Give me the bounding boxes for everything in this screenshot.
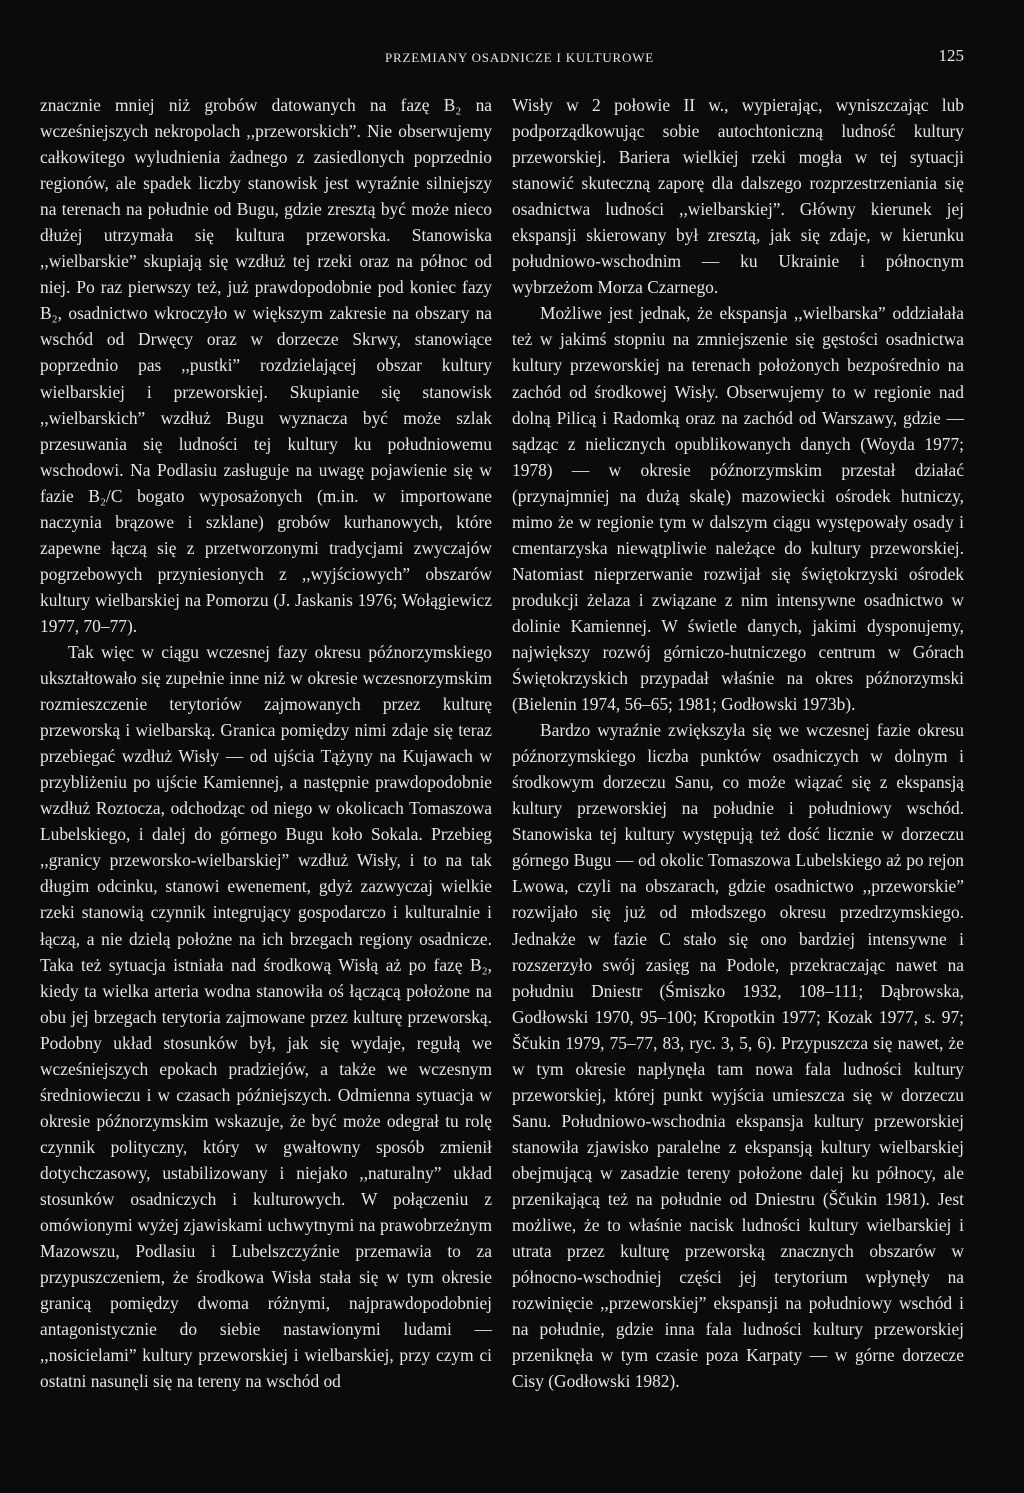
paragraph: znacznie mniej niż grobów datowanych na fazę B₂ na wcześniejszych nekropolach ,,przeworskich”. Nie obserwujemy całkowitego wyludnienia żadnego z zasiedlonych poprzednio regionów, ale spadek liczby stanowisk jest wyraźnie silniejszy na terenach na południe od Bugu, gdzie zresztą być może nieco dłużej utrzymała się kultura przeworska. Stanowiska ,,wielbarskie” skupiają się wzdłuż tej rzeki oraz na północ od niej. Po raz pierwszy też, już prawdopodobnie pod koniec fazy B₂, osadnictwo wkroczyło w większym zakresie na obszary na wschód od Drwęcy oraz w dorzecze Skrwy, stanowiące poprzednio pas ,,pustki” rozdzielającej obszar kultury wielbarskiej i przeworskiej. Skupianie się stanowisk ,,wielbarskich” wzdłuż Bugu wyznacza być może szlak przesuwania się ludności tej kultury ku południowemu wschodowi. Na Podlasiu zasługuje na uwagę pojawienie się w fazie B₂/C bogato wyposażonych (m.in. w importowane naczynia brązowe i szklane) grobów kurhanowych, które zapewne łączą się z przetworzonymi tradycjami zwyczajów pogrzebowych przyniesionych z ,,wyjściowych” obszarów kultury wielbarskiej na Pomorzu (J. Jaskanis 1976; Wołągiewicz 1977, 70–77).: [40, 95, 492, 636]
running-head: PRZEMIANY OSADNICZE I KULTUROWE: [385, 50, 655, 65]
paragraph: Wisły w 2 połowie II w., wypierając, wyniszczając lub podporządkowując sobie autochtoniczną ludność kultury przeworskiej. Bariera wielkiej rzeki mogła w tej sytuacji stanowić skuteczną zaporę dla dalszego rozprzestrzeniania się osadnictwa ludności ,,wielbarskiej”. Główny kierunek jej ekspansji skierowany był zresztą, jak się zdaje, w kierunku południowo-wschodnim — ku Ukrainie i północnym wybrzeżom Morza Czarnego.: [512, 95, 964, 298]
page-number: 125: [938, 46, 964, 65]
right-column: [512, 92, 964, 1394]
paragraph: Możliwe jest jednak, że ekspansja ,,wielbarska” oddziałała też w jakimś stopniu na zmniejszenie się gęstości osadnictwa kultury przeworskiej na terenach położonych bezpośrednio na zachód od środkowej Wisły. Obserwujemy to w regionie nad dolną Pilicą i Radomką oraz na zachód od Warszawy, gdzie — sądząc z nielicznych opublikowanych danych (Woyda 1977; 1978) — w okresie późnorzymskim przestał działać (przynajmniej na dużą skalę) mazowiecki ośrodek hutniczy, mimo że w regionie tym w dalszym ciągu występowały osady i cmentarzyska niewątpliwie należące do kultury przeworskiej. Natomiast nieprzerwanie rozwijał się świętokrzyski ośrodek produkcji żelaza i związane z nim intensywne osadnictwo w dolinie Kamiennej. W świetle danych, jakimi dysponujemy, największy rozwój górniczo-hutniczego centrum w Górach Świętokrzyskich przypadał właśnie na okres późnorzymski (Bielenin 1974, 56–65; 1981; Godłowski 1973b).: [512, 303, 964, 715]
paragraph: Tak więc w ciągu wczesnej fazy okresu późnorzymskiego ukształtowało się zupełnie inne niż w okresie wczesnorzymskim rozmieszczenie terytoriów zajmowanych przez kulturę przeworską i wielbarską. Granica pomiędzy nimi zdaje się teraz przebiegać wzdłuż Wisły — od ujścia Tążyny na Kujawach w przybliżeniu po ujście Kamiennej, a następnie prawdopodobnie wzdłuż Roztocza, odchodząc od niego w okolicach Tomaszowa Lubelskiego, i dalej do górnego Bugu koło Sokala. Przebieg ,,granicy przeworsko-wielbarskiej” wzdłuż Wisły, i to na tak długim odcinku, stanowi ewenement, gdyż zazwyczaj wielkie rzeki stanowią czynnik integrujący gospodarczo i kulturalnie i łączą, a nie dzielą położne na ich brzegach regiony osadnicze. Taka też sytuacja istniała nad środkową Wisłą aż po fazę B₂, kiedy ta wielka arteria wodna stanowiła oś łączącą położone na obu jej brzegach terytoria zajmowane przez kulturę przeworską. Podobny układ stosunków był, jak się wydaje, regułą we wcześniejszych epokach pradziejów, a także we wczesnym średniowieczu i w czasach późniejszych. Odmienna sytuacja w okresie późnorzymskim wskazuje, że być może odegrał tu rolę czynnik polityczny, który w gwałtowny sposób zmienił dotychczasowy, ustabilizowany i niejako ,,naturalny” układ stosunków osadniczych i kulturowych. W połączeniu z omówionymi wyżej zjawiskami uchwytnymi na prawobrzeżnym Mazowszu, Podlasiu i Lubelszczyźnie przemawia to za przypuszczeniem, że środkowa Wisła stała się w tym okresie granicą pomiędzy dwoma różnymi, najprawdopodobniej antagonistycznie do siebie nastawionymi ludami — ,,nosicielami” kultury przeworskiej i wielbarskiej, przy czym ci ostatni nasunęli się na tereny na wschód od: [40, 641, 492, 1392]
left-column: [40, 92, 492, 1394]
paragraph: Bardzo wyraźnie zwiększyła się we wczesnej fazie okresu późnorzymskiego liczba punktów osadniczych w dolnym i środkowym dorzeczu Sanu, co może wiązać się z ekspansją kultury przeworskiej na południe i południowy wschód. Stanowiska tej kultury występują też dość licznie w dorzeczu górnego Bugu — od okolic Tomaszowa Lubelskiego aż po rejon Lwowa, czyli na obszarach, gdzie osadnictwo ,,przeworskie” rozwijało się już od młodszego okresu przedrzymskiego. Jednakże w fazie C stało się ono bardziej intensywne i rozszerzyło swój zasięg na Podole, przekraczając nawet na południu Dniestr (Śmiszko 1932, 108–111; Dąbrowska, Godłowski 1970, 95–100; Kropotkin 1977; Kozak 1977, s. 97; Ščukin 1979, 75–77, 83, ryc. 3, 5, 6). Przypuszcza się nawet, że w tym okresie napłynęła tam nowa fala ludności kultury przeworskiej, której punkt wyjścia umieszcza się w dorzeczu Sanu. Południowo-wschodnia ekspansja kultury przeworskiej stanowiła zjawisko paralelne z ekspansją kultury wielbarskiej obejmującą w zasadzie tereny położone dalej ku północy, ale przenikającą też na południe od Dniestru (Ščukin 1981). Jest możliwe, że to właśnie nacisk ludności kultury wielbarskiej i utrata przez kulturę przeworską znacznych obszarów w północno-wschodniej części jej terytorium wpłynęły na rozwinięcie ,,przeworskiej” ekspansji na południowy wschód i na południe, gdzie inna fala ludności kultury przeworskiej przeniknęła w tym czasie poza Karpaty — w górne dorzecze Cisy (Godłowski 1982).: [512, 720, 964, 1392]
page-header: [40, 46, 964, 70]
